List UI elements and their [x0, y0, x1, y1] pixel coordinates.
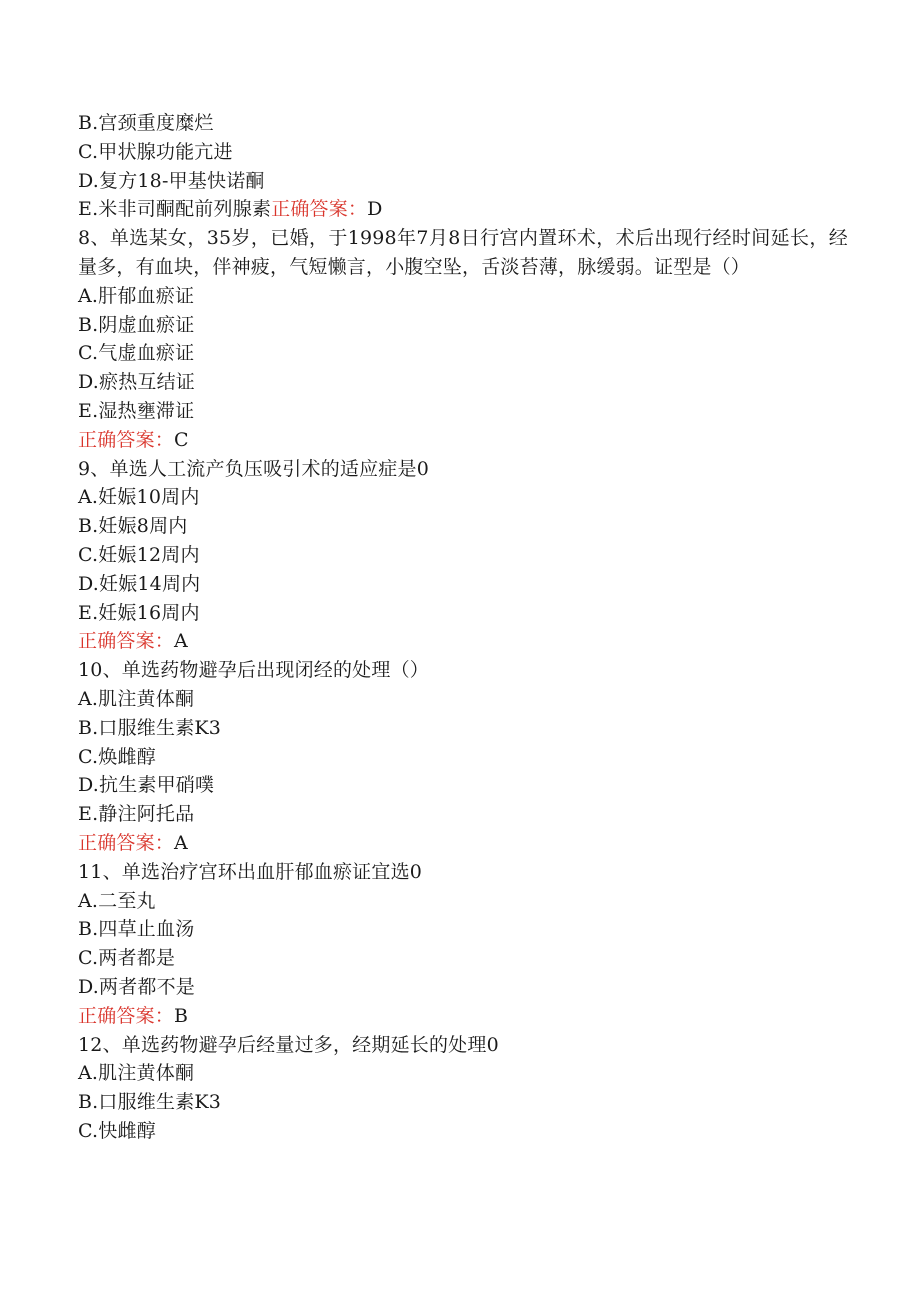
- q8-answer-value: C: [174, 428, 189, 451]
- q12-option-c: C.快雌醇: [78, 1119, 156, 1142]
- question-8: [78, 224, 848, 454]
- q11-stem: 11、单选治疗宫环出血肝郁血瘀证宜选0: [78, 860, 423, 883]
- q7-option-b: B.宫颈重度糜烂: [78, 112, 214, 134]
- q11-option-a: A.二至丸: [78, 889, 156, 912]
- q8-option-a: A.肝郁血瘀证: [78, 284, 195, 307]
- question-7-tail: [78, 109, 848, 224]
- q8-option-b: B.阴虚血瘀证: [78, 313, 195, 336]
- q11-option-d: D.两者都不是: [78, 975, 195, 998]
- q9-option-e: E.妊娠16周内: [78, 601, 200, 624]
- question-11: [78, 858, 848, 1031]
- q11-option-b: B.四草止血汤: [78, 918, 195, 941]
- q9-answer-value: A: [174, 630, 188, 653]
- q7-answer-label: 正确答案：: [271, 198, 368, 221]
- q12-option-b: B.口服维生素K3: [78, 1091, 222, 1114]
- question-12: [78, 1031, 848, 1146]
- q7-option-d: D.复方18-甲基快诺酮: [78, 169, 265, 192]
- q7-option-c: C.甲状腺功能亢进: [78, 140, 233, 163]
- q10-option-b: B.口服维生素K3: [78, 716, 222, 739]
- q10-answer-label: 正确答案：: [78, 831, 175, 854]
- q7-option-e-with-answer: [78, 195, 848, 224]
- q11-answer-value: B: [174, 1004, 189, 1027]
- q11-option-c: C.两者都是: [78, 947, 176, 970]
- q10-option-c: C.焕雌醇: [78, 745, 156, 768]
- q9-answer-label: 正确答案：: [78, 630, 175, 653]
- question-9: [78, 455, 848, 657]
- q9-option-b: B.妊娠8周内: [78, 515, 188, 538]
- q10-option-d: D.抗生素甲硝噗: [78, 774, 215, 797]
- question-10: [78, 656, 848, 858]
- q9-option-a: A.妊娠10周内: [78, 486, 200, 509]
- q10-stem: 10、单选药物避孕后出现闭经的处理（）: [78, 659, 429, 682]
- q7-answer-value: D: [367, 198, 383, 221]
- q9-option-d: D.妊娠14周内: [78, 572, 201, 595]
- q8-option-c: C.气虚血瘀证: [78, 342, 195, 365]
- q8-answer-label: 正确答案：: [78, 428, 175, 451]
- q9-answer: [78, 627, 848, 656]
- q8-answer: [78, 426, 848, 455]
- q8-option-e: E.湿热壅滞证: [78, 399, 195, 422]
- q10-option-e: E.静注阿托品: [78, 803, 195, 826]
- q11-answer-label: 正确答案：: [78, 1004, 175, 1027]
- q12-option-a: A.肌注黄体酮: [78, 1062, 195, 1085]
- q8-option-d: D.瘀热互结证: [78, 371, 195, 394]
- document-page: [78, 109, 848, 1146]
- q9-stem: 9、单选人工流产负压吸引术的适应症是0: [78, 457, 429, 480]
- q10-option-a: A.肌注黄体酮: [78, 687, 195, 710]
- q10-answer: [78, 829, 848, 858]
- q7-option-e: E.米非司酮配前列腺素: [78, 198, 272, 221]
- q12-stem: 12、单选药物避孕后经量过多，经期延长的处理0: [78, 1033, 499, 1056]
- q10-answer-value: A: [174, 831, 188, 854]
- q9-option-c: C.妊娠12周内: [78, 543, 200, 566]
- q8-stem: 8、单选某女，35岁，已婚，于1998年7月8日行宫内置环术，术后出现行经时间延长，经量多，有血块，伴神疲，气短懒言，小腹空坠，舌淡苔薄，脉缓弱。证型是（）: [78, 227, 848, 278]
- q11-answer: [78, 1002, 848, 1031]
